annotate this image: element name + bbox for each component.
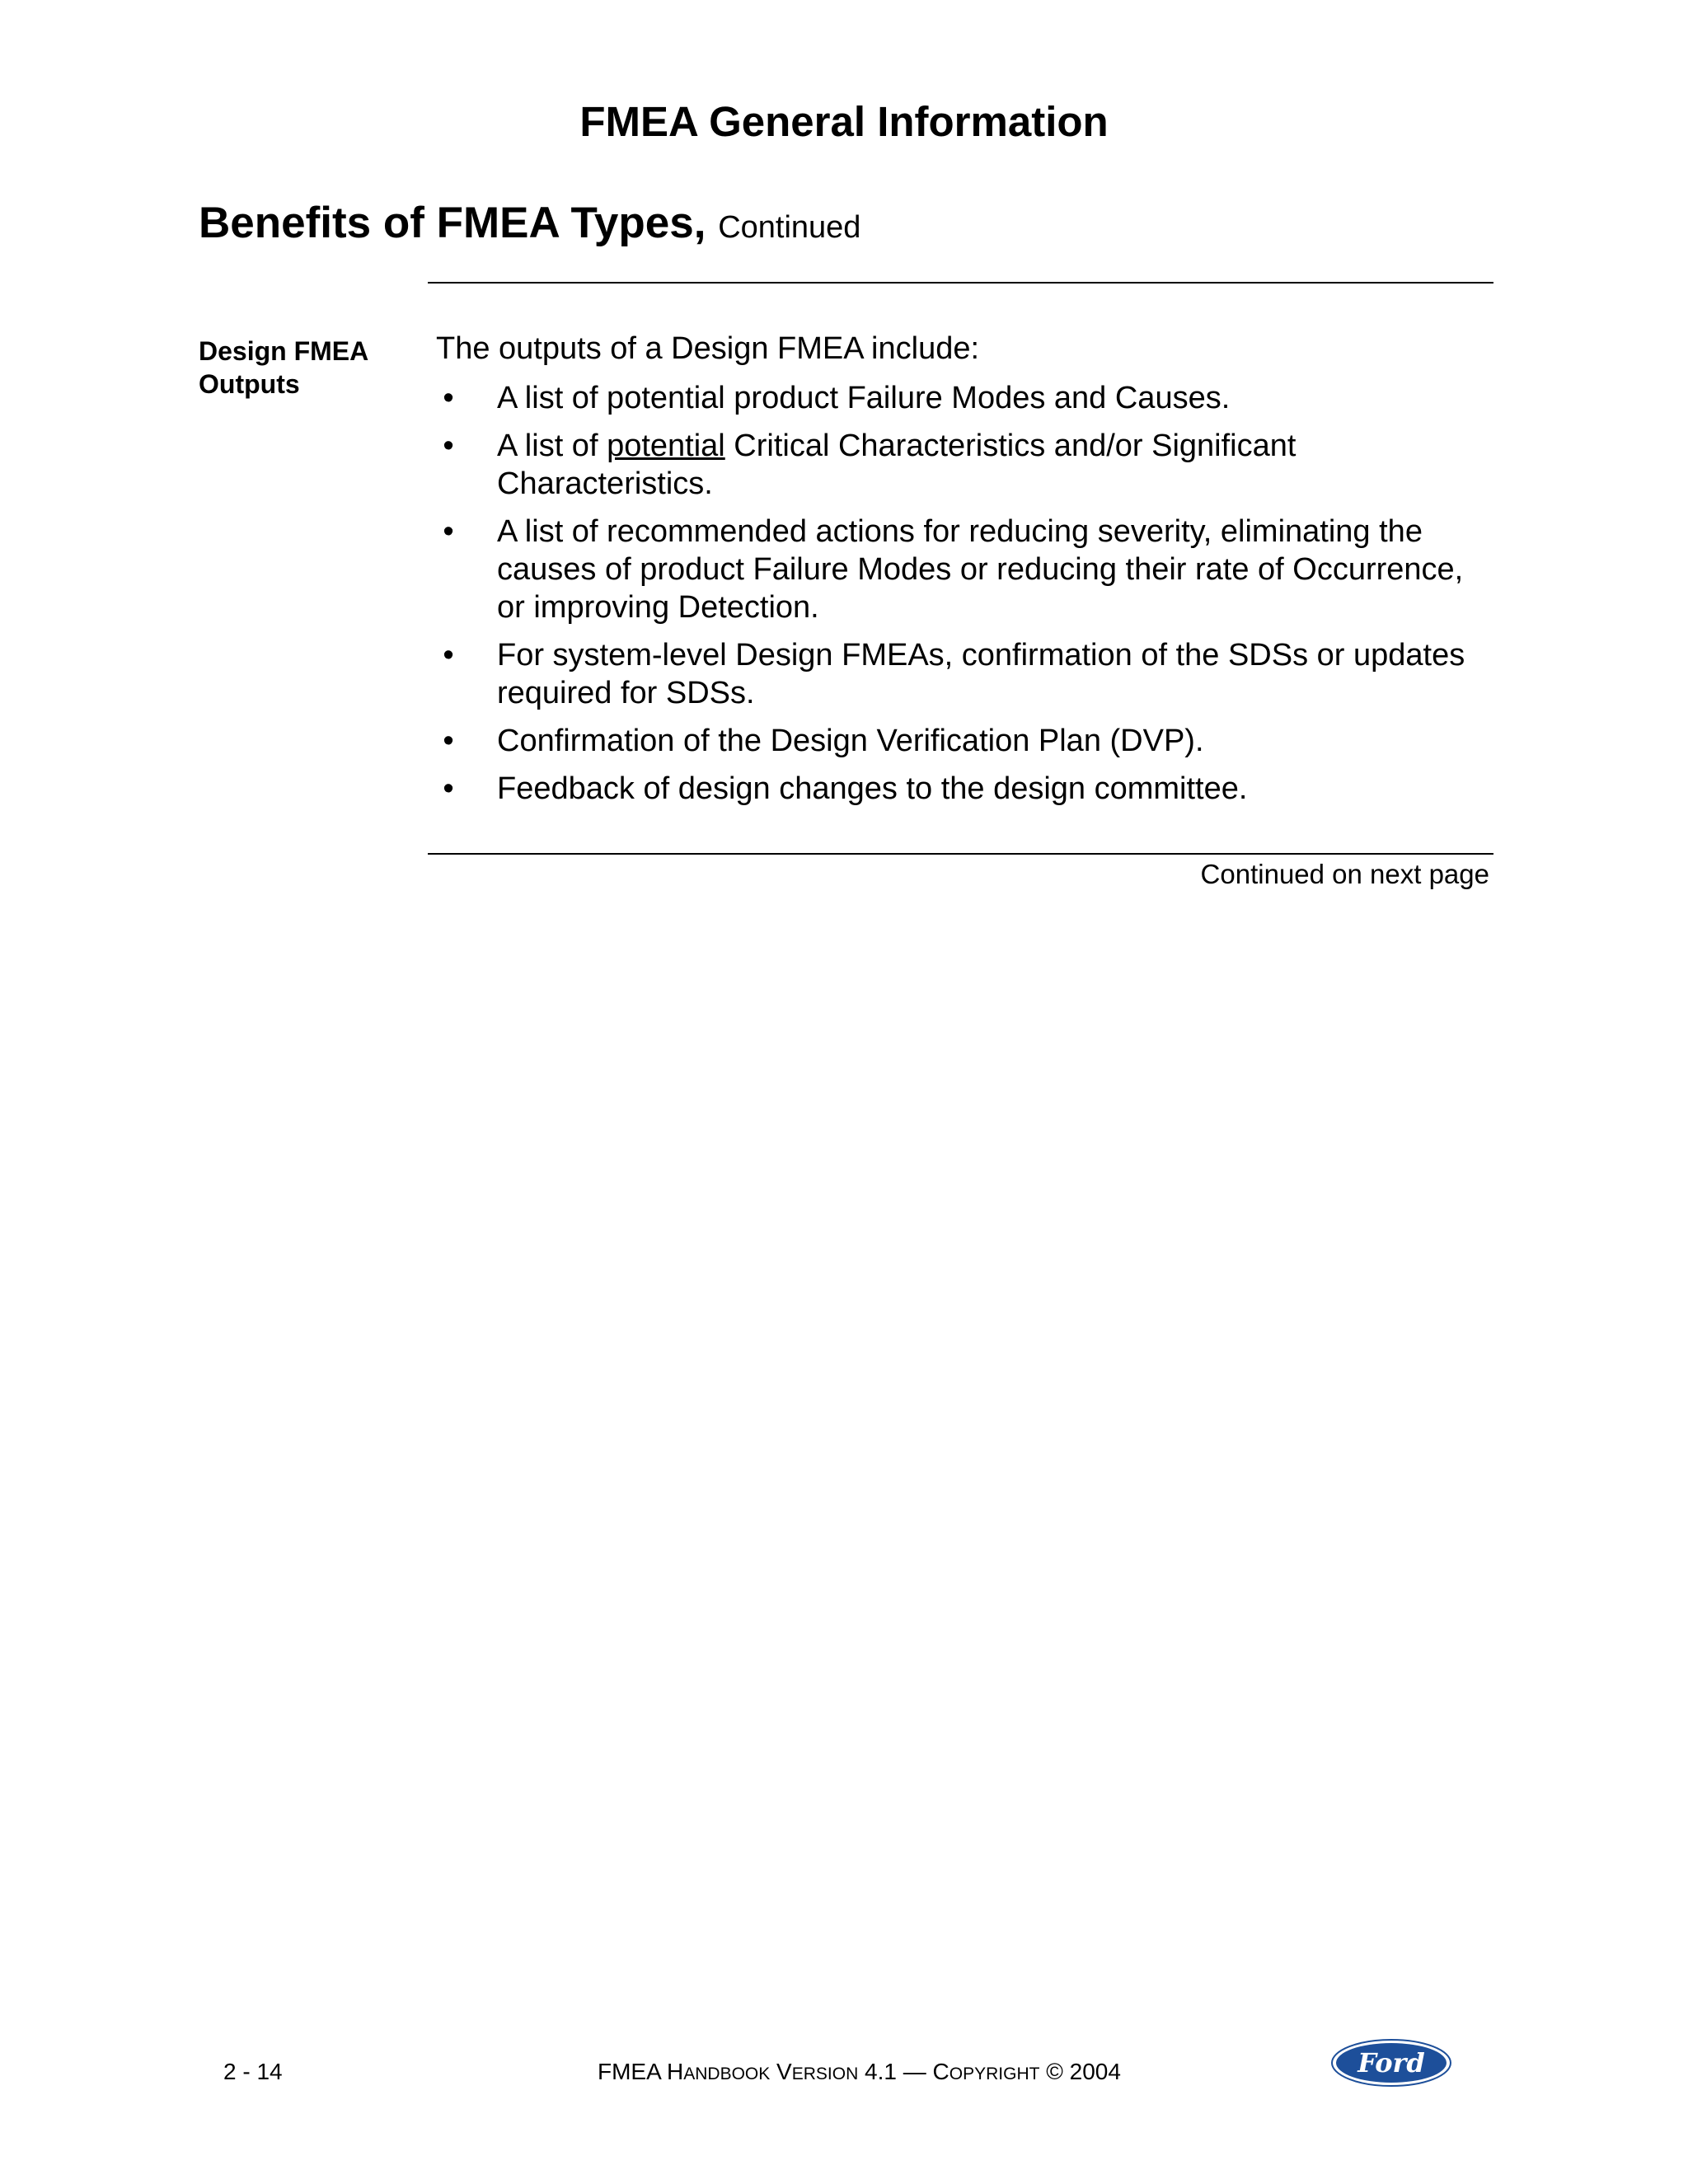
list-item-text: A list of recommended actions for reducing severity, eliminating the causes of product Failure Modes or reducing their rate of Occurrence, or improving Detection. — [497, 514, 1464, 625]
bullet-list — [436, 379, 1483, 808]
bullet-icon: • — [443, 771, 454, 806]
bullet-icon: • — [443, 638, 454, 673]
bullet-icon: • — [443, 514, 454, 549]
list-item — [436, 379, 1483, 417]
page-number: 2 - 14 — [223, 2059, 283, 2084]
list-item-text: Confirmation of the Design Verification Plan (DVP). — [497, 724, 1204, 758]
section-title-text: Benefits of FMEA Types, — [199, 199, 706, 247]
list-item — [436, 427, 1483, 503]
list-item-text-post: Critical Characteristics and/or Significant Characteristics. — [497, 429, 1296, 501]
continued-next-page: Continued on next page — [1200, 859, 1489, 889]
list-item-text: A list of potential product Failure Modes and Causes. — [497, 381, 1231, 415]
bottom-divider — [428, 853, 1493, 855]
list-item-text: Feedback of design changes to the design committee. — [497, 771, 1248, 806]
list-item-text-pre: A list of — [497, 429, 607, 463]
bullet-icon: • — [443, 429, 454, 463]
list-item — [436, 722, 1483, 760]
list-item-text: For system-level Design FMEAs, confirmation of the SDSs or updates required for SDSs. — [497, 638, 1465, 710]
body-content — [436, 330, 1483, 818]
page-header-title: FMEA General Information — [579, 98, 1109, 145]
list-item-underlined: potential — [607, 429, 725, 463]
bullet-icon: • — [443, 724, 454, 758]
side-label-line2: Outputs — [199, 369, 300, 399]
side-label-line1: Design FMEA — [199, 336, 369, 366]
list-item — [436, 770, 1483, 808]
footer-copyright: FMEA HANDBOOK VERSION 4.1 — COPYRIGHT © 2004 — [598, 2059, 1121, 2084]
intro-text: The outputs of a Design FMEA include: — [436, 331, 980, 366]
list-item — [436, 636, 1483, 712]
side-label — [199, 335, 388, 401]
svg-text:Ford: Ford — [1357, 2047, 1425, 2079]
list-item — [436, 513, 1483, 626]
top-divider — [428, 282, 1493, 284]
section-continued-label: Continued — [718, 210, 861, 245]
section-title — [199, 198, 860, 248]
ford-logo-icon — [1331, 2039, 1451, 2087]
bullet-icon: • — [443, 381, 454, 415]
